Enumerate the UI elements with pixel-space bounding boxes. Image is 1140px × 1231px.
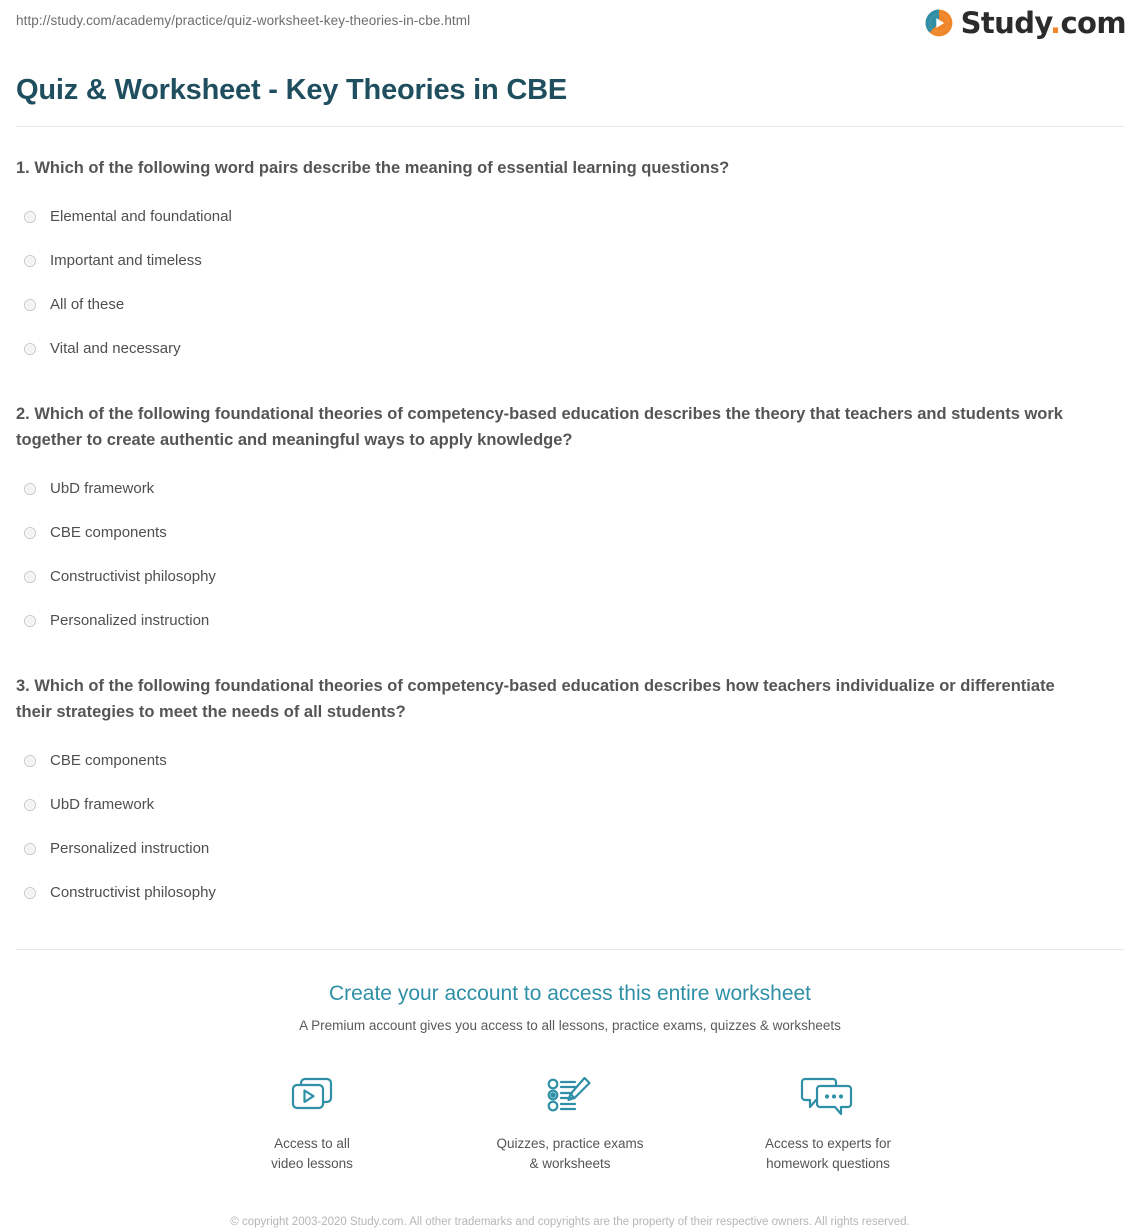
- study-com-logo[interactable]: [924, 8, 1126, 38]
- radio-button-icon[interactable]: [24, 615, 36, 627]
- answer-label: Personalized instruction: [50, 612, 210, 629]
- copyright-text: © copyright 2003-2020 Study.com. All other trademarks and copyrights are the property of their respective owners. All rights reserved.: [230, 1216, 910, 1228]
- quiz-questions: [0, 155, 1140, 915]
- answer-label: Personalized instruction: [50, 840, 210, 857]
- title-section: [0, 72, 1140, 108]
- answer-option[interactable]: [16, 599, 1124, 643]
- answer-label: Important and timeless: [50, 252, 202, 269]
- logo-word-tld: com: [1060, 6, 1126, 40]
- page-title: Quiz & Worksheet - Key Theories in CBE: [16, 74, 568, 106]
- page-header: [0, 0, 1140, 62]
- answer-option[interactable]: [16, 827, 1124, 871]
- feature-label-line1: Access to all: [274, 1136, 350, 1151]
- answer-label: Constructivist philosophy: [50, 568, 216, 585]
- radio-button-icon[interactable]: [24, 887, 36, 899]
- radio-button-icon[interactable]: [24, 483, 36, 495]
- quiz-pencil-icon: [495, 1068, 645, 1122]
- answer-label: UbD framework: [50, 796, 155, 813]
- answer-option[interactable]: [16, 283, 1124, 327]
- feature-experts: [753, 1068, 903, 1174]
- question-block: [16, 673, 1124, 915]
- answer-label: Vital and necessary: [50, 340, 181, 357]
- radio-button-icon[interactable]: [24, 571, 36, 583]
- radio-button-icon[interactable]: [24, 527, 36, 539]
- question-block: [16, 155, 1124, 371]
- footer-section: [0, 949, 1140, 1231]
- play-circle-icon: [924, 8, 954, 38]
- feature-label-line1: Access to experts for: [764, 1136, 892, 1151]
- radio-button-icon[interactable]: [24, 255, 36, 267]
- feature-video-lessons: [237, 1068, 387, 1174]
- feature-label-line2: video lessons: [271, 1156, 353, 1171]
- chat-bubbles-icon: [753, 1068, 903, 1122]
- answer-option[interactable]: [16, 195, 1124, 239]
- question-block: [16, 401, 1124, 643]
- answer-option[interactable]: [16, 871, 1124, 915]
- logo-wordmark: [961, 8, 1126, 38]
- answer-label: CBE components: [50, 524, 167, 541]
- answer-option[interactable]: [16, 239, 1124, 283]
- create-account-cta: [16, 950, 1124, 1231]
- answer-options: [16, 195, 1124, 371]
- feature-list: [16, 1068, 1124, 1174]
- question-text: 2. Which of the following foundational theories of competency-based education describes the theory that teachers and students work together to create authentic and meaningful ways to apply knowledge?: [16, 405, 1063, 449]
- question-text: 3. Which of the following foundational theories of competency-based education describes how teachers individualize or differentiate their strategies to meet the needs of all students?: [16, 677, 1055, 721]
- radio-button-icon[interactable]: [24, 799, 36, 811]
- feature-label-line2: homework questions: [766, 1156, 890, 1171]
- answer-label: Constructivist philosophy: [50, 884, 216, 901]
- answer-label: All of these: [50, 296, 125, 313]
- feature-quizzes: [495, 1068, 645, 1174]
- url-text: http://study.com/academy/practice/quiz-worksheet-key-theories-in-cbe.html: [16, 13, 471, 28]
- radio-button-icon[interactable]: [24, 755, 36, 767]
- answer-option[interactable]: [16, 327, 1124, 371]
- answer-option[interactable]: [16, 511, 1124, 555]
- answer-options: [16, 467, 1124, 643]
- radio-button-icon[interactable]: [24, 211, 36, 223]
- answer-option[interactable]: [16, 555, 1124, 599]
- answer-label: Elemental and foundational: [50, 208, 232, 225]
- cta-heading[interactable]: Create your account to access this entire worksheet: [328, 982, 812, 1005]
- answer-option[interactable]: [16, 783, 1124, 827]
- logo-word-main: Study: [960, 6, 1051, 40]
- title-divider: [16, 126, 1124, 127]
- answer-options: [16, 739, 1124, 915]
- video-lessons-icon: [237, 1068, 387, 1122]
- answer-label: UbD framework: [50, 480, 155, 497]
- answer-option[interactable]: [16, 739, 1124, 783]
- question-text: 1. Which of the following word pairs describe the meaning of essential learning questions?: [16, 159, 730, 177]
- radio-button-icon[interactable]: [24, 343, 36, 355]
- answer-option[interactable]: [16, 467, 1124, 511]
- answer-label: CBE components: [50, 752, 167, 769]
- feature-label-line1: Quizzes, practice exams: [496, 1136, 644, 1151]
- feature-label-line2: & worksheets: [529, 1156, 611, 1171]
- logo-word-dot: .: [1050, 6, 1061, 40]
- cta-subheading: A Premium account gives you access to all lessons, practice exams, quizzes & worksheets: [299, 1018, 841, 1033]
- radio-button-icon[interactable]: [24, 299, 36, 311]
- radio-button-icon[interactable]: [24, 843, 36, 855]
